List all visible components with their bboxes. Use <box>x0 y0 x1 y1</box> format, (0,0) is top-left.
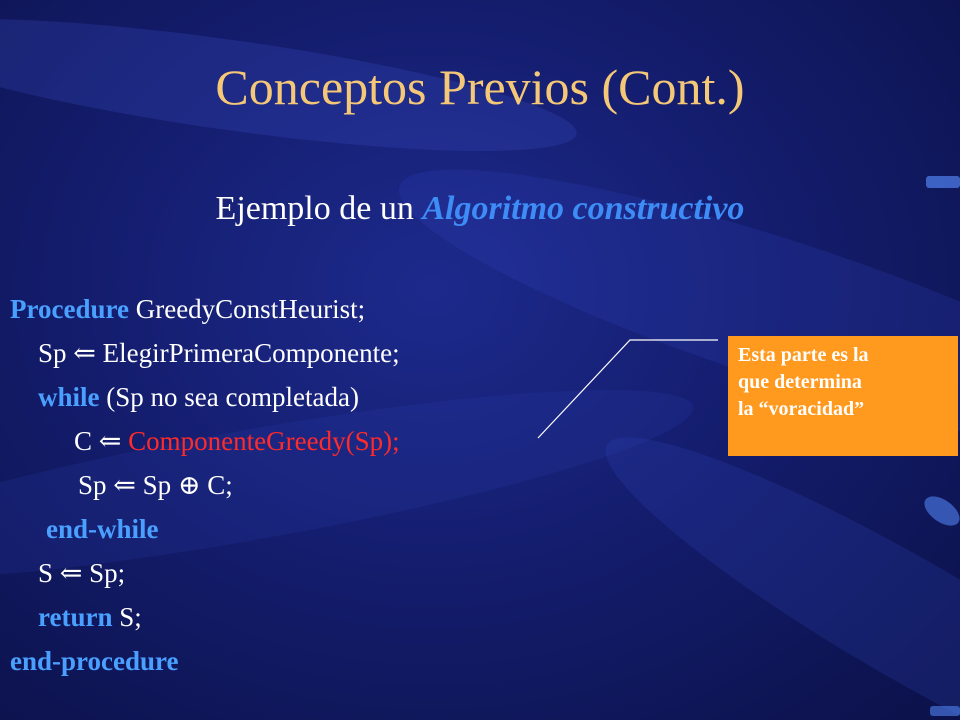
code-var: Sp <box>38 338 67 368</box>
subtitle-emphasis: Algoritmo constructivo <box>422 190 745 227</box>
slide-title: Conceptos Previos (Cont.) <box>215 59 745 115</box>
while-condition: (Sp no sea completada) <box>106 382 359 412</box>
assign-arrow-icon: ⇐ <box>98 426 122 456</box>
callout-line-1: Esta parte es la <box>738 344 869 366</box>
assign-arrow-icon: ⇐ <box>113 470 136 500</box>
code-expr: Sp; <box>89 558 126 588</box>
keyword-end-while: end-while <box>46 514 159 544</box>
assign-arrow-icon: ⇐ <box>59 558 83 588</box>
callout-line-3: la “voracidad” <box>738 398 865 420</box>
code-var: Sp <box>78 470 107 500</box>
leader-line <box>538 340 718 438</box>
return-value: S; <box>119 602 142 632</box>
assign-arrow-icon: ⇐ <box>73 338 96 368</box>
keyword-procedure: Procedure <box>10 294 129 324</box>
procedure-name: GreedyConstHeurist; <box>135 294 366 324</box>
code-var: S <box>38 558 54 588</box>
callout-box <box>728 336 958 456</box>
callout-line-2: que determina <box>738 371 862 393</box>
keyword-while: while <box>38 382 100 412</box>
keyword-end-procedure: end-procedure <box>10 646 179 676</box>
code-expr: Sp ⊕ C; <box>142 470 233 500</box>
subtitle-text: Ejemplo de un <box>215 190 414 227</box>
greedy-component-call: ComponenteGreedy(Sp); <box>128 426 400 456</box>
code-var: C <box>74 426 93 456</box>
code-expr: ElegirPrimeraComponente; <box>102 338 400 368</box>
keyword-return: return <box>38 602 113 632</box>
